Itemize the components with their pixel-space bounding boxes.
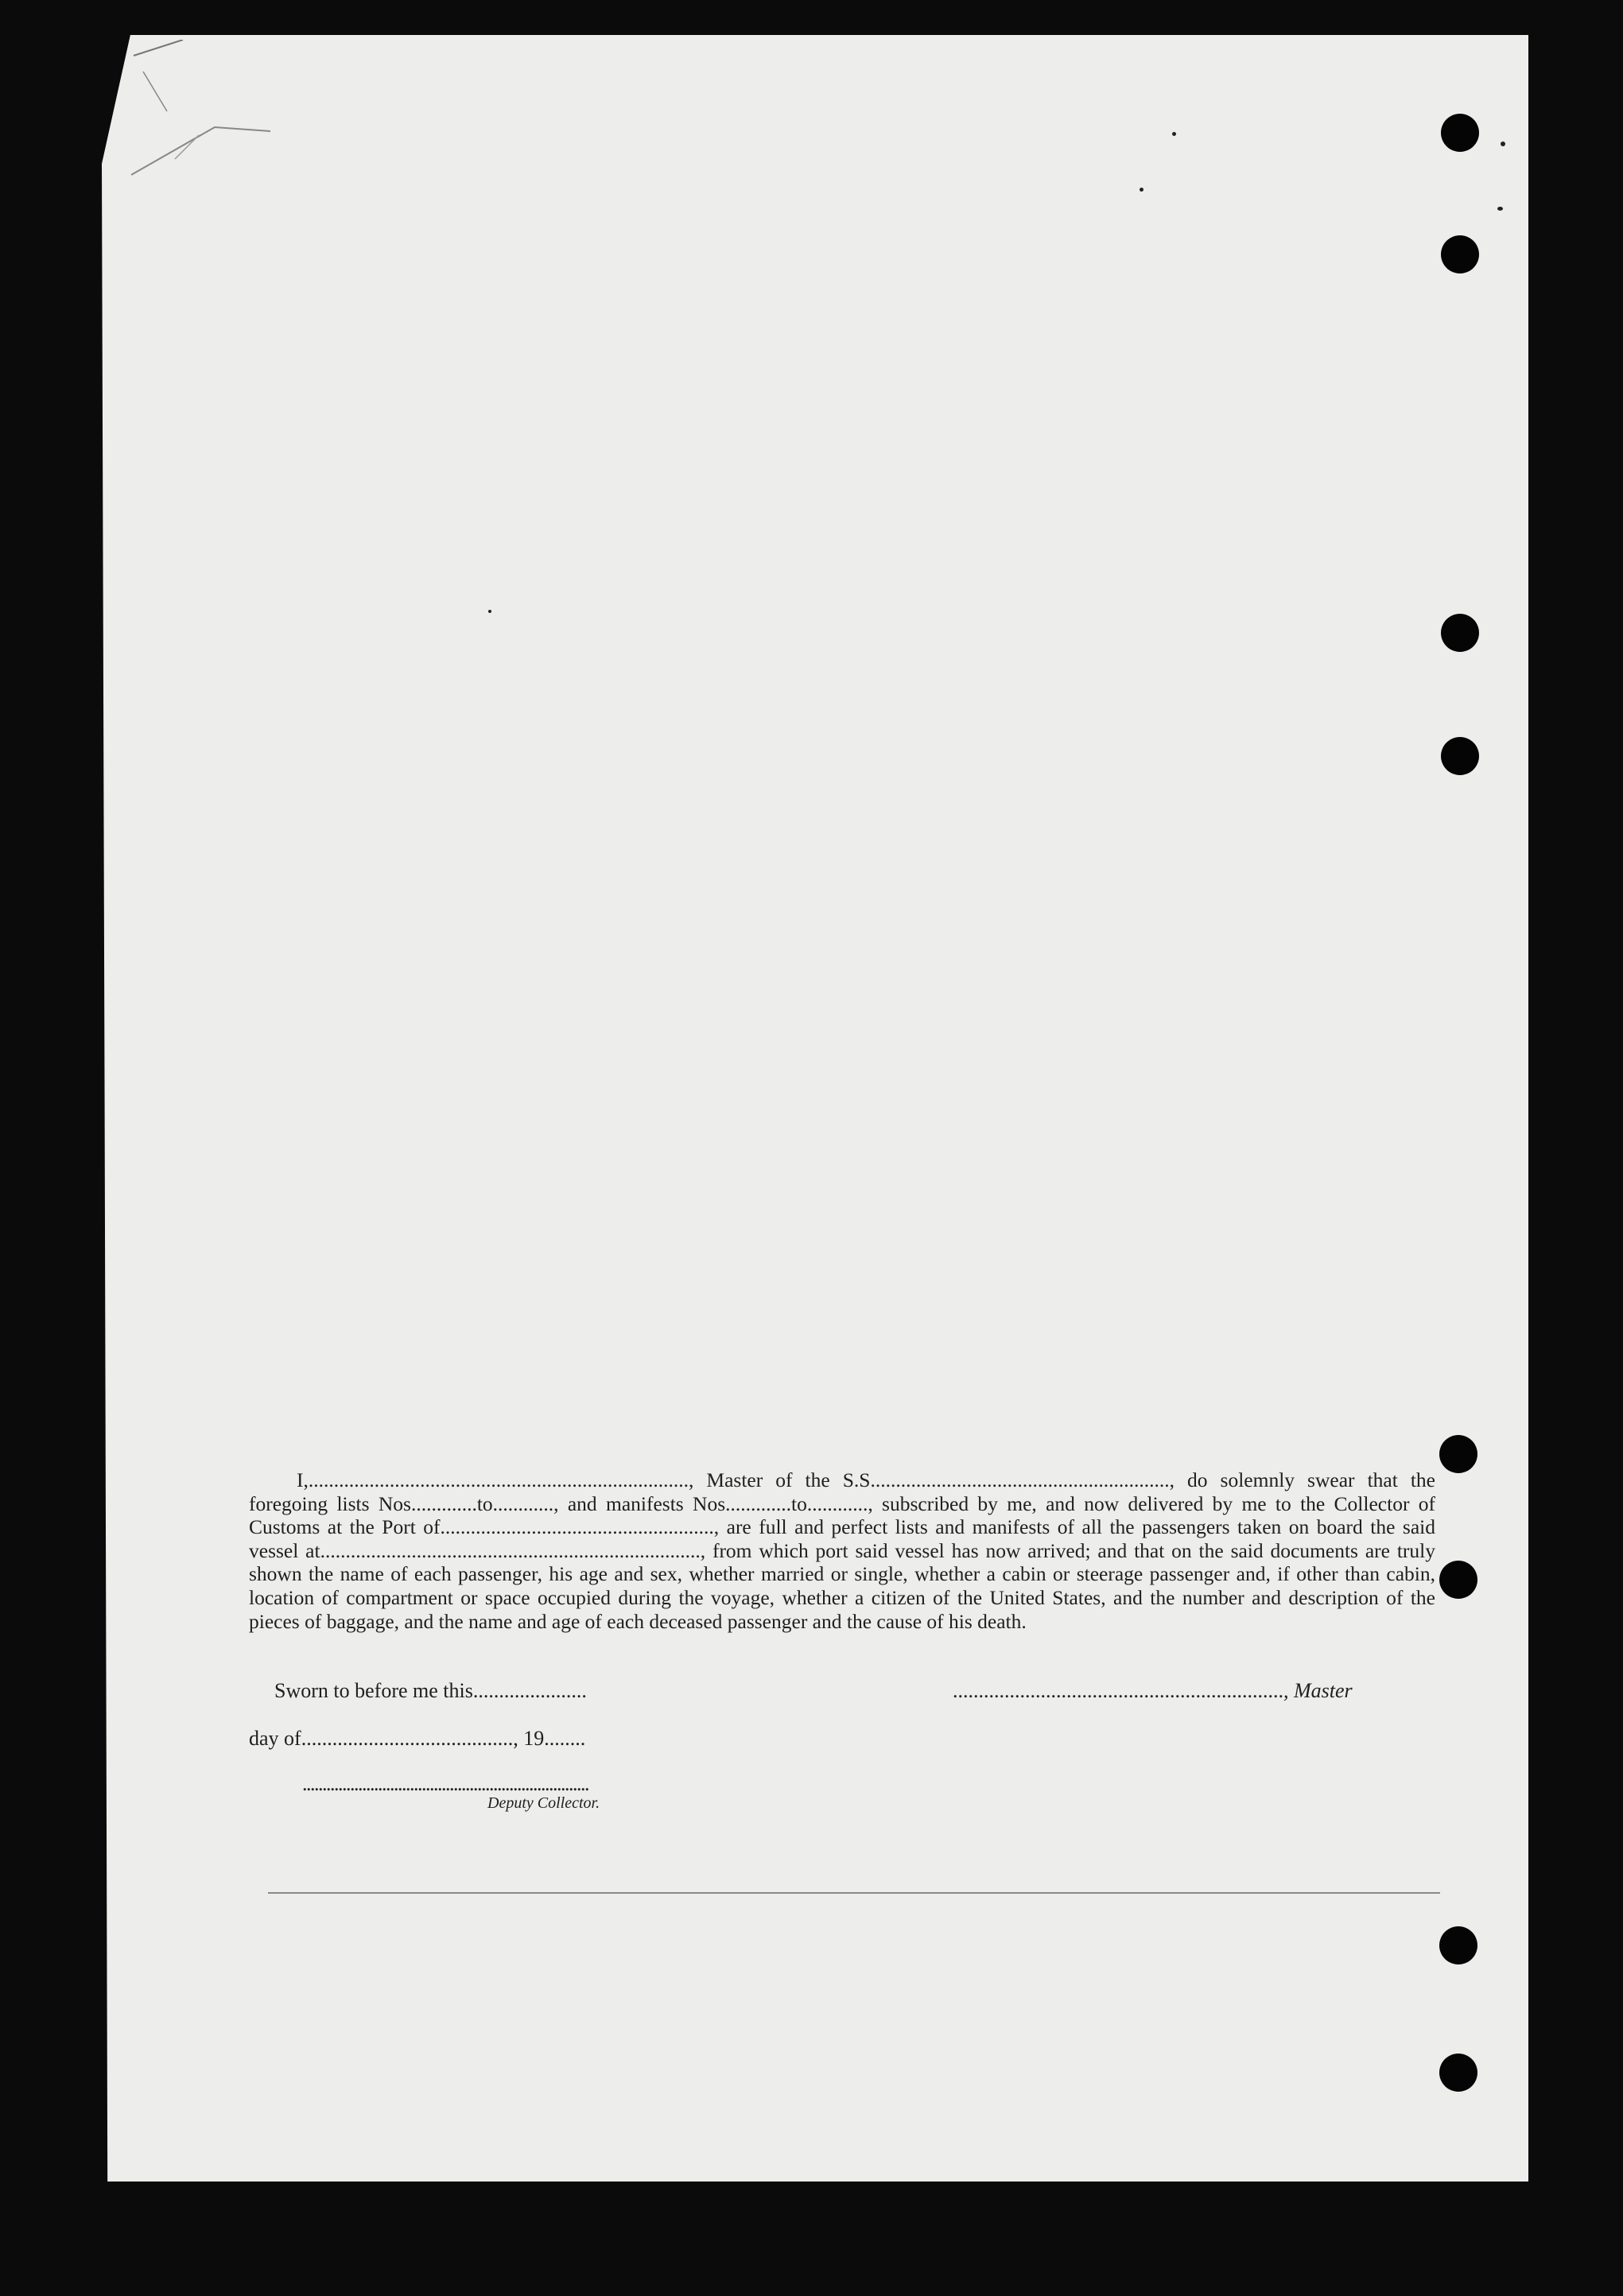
binder-hole [1441, 235, 1479, 273]
master-label: , Master [1283, 1679, 1353, 1702]
document-page [102, 35, 1528, 2182]
binder-hole [1439, 1926, 1477, 1964]
binder-hole [1441, 114, 1479, 152]
speck [488, 610, 491, 613]
binder-hole [1441, 737, 1479, 775]
sworn-label: Sworn to before me this...................... [274, 1679, 587, 1702]
speck [1140, 188, 1143, 192]
speck [1497, 207, 1503, 211]
horizontal-rule [268, 1892, 1440, 1894]
binder-hole [1439, 2054, 1477, 2092]
binder-hole [1439, 1435, 1477, 1473]
collector-signature-line [302, 1772, 588, 1796]
binder-hole [1439, 1561, 1477, 1599]
binder-hole [1441, 614, 1479, 652]
pencil-marks [119, 40, 278, 183]
speck [1501, 142, 1505, 146]
oath-text: I,..........................................................................., Master of the S.S..........................................................., do solemnly swear that the foregoing lists Nos.............to............, and manifests Nos.............to............, subscribed by me, and now delivered by me to the Collector of Customs at the Port of......................................................, are full and perfect lists and manifests of all the passengers taken on board the said vessel at..........................................................................., from which port said vessel has now arrived; and that on the said documents are truly shown the name of each passenger, his age and sex, whether married or single, whether a cabin or steerage passenger and, if other than cabin, location of compartment or space occupied during the voyage, whether a citizen of the United States, and the number and description of the pieces of baggage, and the name and age of each deceased passenger and the cause of his death. [249, 1468, 1435, 1633]
oath-paragraph [249, 1468, 1435, 1633]
day-line [249, 1727, 585, 1751]
master-signature-line [953, 1679, 1353, 1703]
master-signature-dots: ................................................................ [953, 1679, 1283, 1702]
day-label: day of........................................., 19........ [249, 1727, 586, 1750]
sworn-line [274, 1679, 587, 1703]
speck [1172, 132, 1176, 136]
collector-signature-dots: ........................................................................ [302, 1772, 588, 1795]
deputy-collector-label: Deputy Collector. [487, 1794, 600, 1812]
